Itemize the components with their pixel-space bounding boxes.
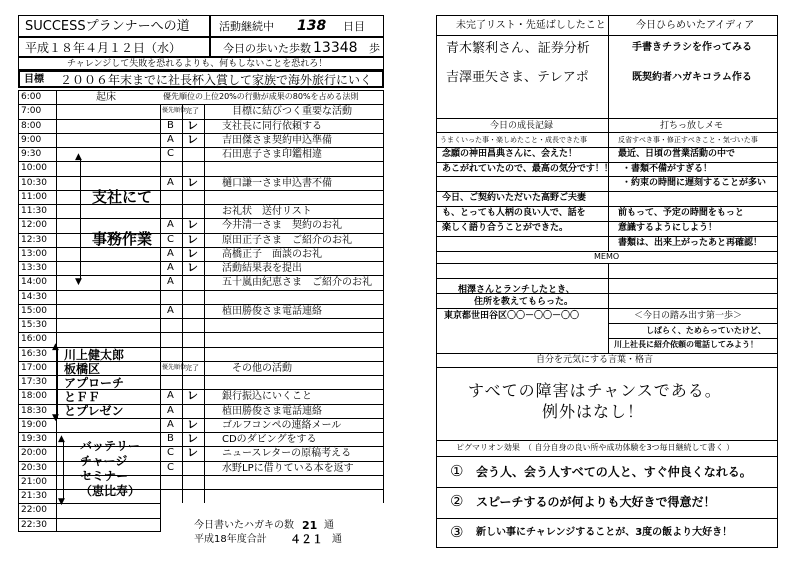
steps-unit: 歩	[369, 42, 380, 55]
priority-mark: A	[167, 262, 174, 273]
time-label: 20:00	[21, 448, 47, 459]
time-label: 8:00	[21, 120, 42, 131]
priority-mark: A	[167, 418, 174, 430]
activity-text: 起床	[96, 92, 116, 103]
column-divider	[204, 104, 205, 503]
pending-item-2: 吉澤亜矢さま、テレアポ	[446, 70, 589, 85]
done-check: レ	[187, 118, 198, 132]
pyg-text-1: 会う人、会う人すべての人と、すぐ仲良くなれる。	[476, 465, 752, 479]
block2-line3: アプローチ	[64, 376, 125, 390]
activity-text: 樋口謙一さま申込書不備	[222, 177, 332, 189]
streak-value: 138	[297, 18, 327, 34]
time-label: 10:30	[21, 177, 47, 188]
row-divider	[18, 332, 384, 333]
priority-mark: A	[167, 247, 174, 259]
divider	[436, 367, 778, 368]
activity-text: 高橋正子 面談のお礼	[222, 248, 322, 260]
time-label: 16:30	[21, 348, 47, 359]
priority-column-header: 優先順位	[162, 363, 187, 371]
arrow-up-icon: ▲	[52, 342, 59, 352]
row-divider	[18, 261, 384, 262]
column-divider	[160, 104, 161, 503]
activity-text: 活動結果表を提出	[222, 263, 302, 274]
arrow-down-icon: ▼	[58, 497, 65, 507]
arrow-up-icon: ▲	[58, 434, 65, 444]
row-divider	[18, 489, 384, 490]
block3-line1: バッテリー	[80, 439, 141, 453]
activity-text: ニュースレターの原稿考える	[222, 448, 352, 460]
idea-item-1: 手書きチラシを作ってみる	[632, 42, 752, 53]
growth-line: 今日、ご契約いただいた高野ご夫妻	[442, 193, 587, 204]
time-label: 22:30	[21, 519, 47, 530]
time-label: 17:30	[21, 377, 47, 387]
activity-text: ゴルフコンペの連絡メール	[222, 419, 342, 431]
step-line-1: しばらく、ためらっていたけど、	[646, 326, 766, 335]
arrow-up-icon: ▲	[75, 152, 82, 162]
memo-line: 前もって、予定の時間をもっと	[618, 208, 744, 218]
quote-line-1: すべての障害はチャンスである。	[468, 381, 722, 400]
priority-mark: C	[167, 447, 174, 459]
priority-mark: A	[167, 276, 174, 288]
activity-text: 吉田傑さま契約申込準備	[222, 134, 332, 146]
memo-line: 書類は、出来上がったあと再確認！	[618, 237, 763, 248]
memo-subtitle: 反省すべき事・修正すべきこと・気づいた事	[618, 136, 758, 144]
pending-title: 未完了リスト・先延ばししたこと	[456, 20, 606, 31]
pending-item-1: 青木繁利さん、証券分析	[446, 41, 590, 56]
divider	[436, 132, 778, 133]
time-label: 21:30	[21, 491, 47, 501]
done-check: レ	[187, 218, 198, 232]
pygmalion-title: ピグマリオン効果 （ 自分自身の良い所や成功体験を3つ毎日継続して書く ）	[456, 443, 735, 452]
divider	[436, 35, 778, 36]
memo-line-2: 住所を教えてもらった。	[474, 297, 574, 307]
row-divider	[436, 147, 778, 148]
time-label: 12:30	[21, 234, 47, 245]
growth-line: も、とっても人柄の良い人で、話を	[442, 208, 586, 218]
block2-line5: とプレゼン	[64, 404, 124, 418]
priority-mark: A	[167, 404, 174, 416]
done-check: レ	[187, 432, 198, 445]
priority-mark: A	[167, 219, 174, 231]
total-value: ４２１	[290, 533, 323, 546]
activity-text: 五十嵐由紀恵さま ご紹介のお礼	[222, 277, 372, 289]
time-label: 9:00	[21, 134, 42, 145]
block2-line4: とＦＦ	[64, 390, 101, 404]
time-label: 15:00	[21, 305, 47, 316]
priority-mark: B	[167, 433, 174, 444]
time-label: 21:00	[21, 476, 47, 487]
goal-box	[18, 70, 384, 88]
activity-text: CDのダビングをする	[222, 434, 317, 445]
total-unit: 通	[332, 534, 342, 545]
block3-line4: （恵比寿）	[80, 484, 141, 498]
block3-range-line	[63, 442, 64, 500]
planner-date: 平成１８年４月１２日（水）	[25, 41, 182, 55]
column-divider	[608, 263, 609, 353]
time-label: 19:30	[21, 434, 47, 444]
streak-box	[210, 15, 384, 37]
column-divider	[56, 90, 57, 532]
priority-mark: C	[167, 461, 174, 473]
time-label: 13:00	[21, 248, 47, 259]
time-label: 14:00	[21, 277, 47, 288]
activity-text: 植田勝俊さま電話連絡	[222, 405, 322, 417]
activity-text: 目標に結びつく重要な活動	[232, 106, 352, 118]
activity-text: その他の活動	[232, 362, 292, 374]
pyg-number-2: ②	[450, 492, 464, 510]
time-label: 16:00	[21, 334, 47, 345]
postcards-value: 21	[302, 519, 318, 532]
done-check: レ	[187, 261, 198, 274]
block3-line3: セミナー	[80, 469, 129, 483]
block2-line2: 板橋区	[64, 362, 101, 376]
row-divider	[436, 236, 778, 237]
priority-mark: C	[167, 148, 174, 159]
pyg-number-1: ①	[450, 462, 464, 480]
divider	[436, 353, 778, 354]
memo-line: 最近、日頃の営業活動の中で	[618, 148, 736, 159]
done-column-header: 完了	[185, 107, 199, 116]
time-label: 18:00	[21, 391, 47, 402]
row-divider	[18, 147, 384, 148]
divider	[436, 118, 778, 119]
priority-mark: A	[167, 390, 174, 402]
row-divider	[18, 233, 384, 234]
row-divider	[18, 176, 384, 177]
row-divider	[436, 221, 778, 222]
time-label: 10:00	[21, 163, 47, 174]
time-label: 9:30	[21, 149, 42, 159]
row-divider	[436, 162, 778, 163]
row-divider	[436, 278, 778, 279]
steps-value: 13348	[313, 40, 358, 56]
priority-header: 優先順位の上位20%の行動が成果の80%を占める法則	[163, 92, 359, 101]
memo-line-1: 相澤さんとランチしたとき、	[458, 285, 575, 295]
row-divider	[18, 290, 384, 291]
time-label: 7:00	[21, 106, 42, 117]
step-line-2: 川上社長に紹介依頼の電話してみよう！	[614, 340, 758, 349]
priority-mark: B	[167, 119, 174, 131]
planner-title: SUCCESSプランナーへの道	[25, 19, 190, 34]
block1-range-line	[80, 160, 81, 280]
idea-item-2: 既契約者ハガキコラム作る	[632, 72, 752, 83]
time-label: 22:00	[21, 505, 47, 516]
row-divider	[18, 461, 384, 462]
planner-title-box	[18, 15, 210, 37]
postcards-unit: 通	[324, 520, 334, 531]
row-divider	[18, 133, 384, 134]
divider	[436, 263, 778, 264]
time-label: 19:00	[21, 419, 47, 430]
growth-line: 念願の神田昌典さんに、会えた！	[442, 148, 578, 159]
row-divider	[18, 204, 384, 205]
row-divider	[436, 206, 778, 207]
done-check: レ	[187, 389, 198, 403]
growth-subtitle: うまくいった事・楽しめたこと・成長できた事	[440, 136, 587, 144]
block3-line2: チャージ	[80, 454, 128, 468]
memo-line-3: 東京都世田谷区〇〇－〇〇－〇〇	[444, 311, 580, 321]
pyg-text-3: 新しい事にチャレンジすることが、3度の飯より大好き！	[476, 527, 733, 538]
row-divider	[18, 247, 384, 248]
block1-line1: 支社にて	[92, 188, 153, 206]
block1-line2: 事務作業	[92, 230, 153, 248]
priority-mark: A	[167, 133, 174, 145]
row-divider	[18, 190, 384, 191]
memo-label: MEMO	[594, 252, 620, 261]
block2-line1: 川上健太郎	[64, 348, 125, 362]
time-label: 14:30	[21, 291, 47, 302]
time-label: 13:30	[21, 263, 47, 273]
memo-line: ・書類不備がすぎる！	[622, 163, 713, 174]
activity-text: 支社長に同行依頼する	[222, 120, 322, 132]
arrow-down-icon: ▼	[52, 413, 59, 423]
time-label: 15:30	[21, 320, 47, 330]
row-divider	[18, 318, 384, 319]
done-check: レ	[187, 132, 198, 146]
done-column-header: 完了	[185, 363, 199, 372]
steps-label: 今日の歩いた歩数	[223, 42, 311, 55]
row-divider	[18, 119, 384, 120]
streak-label: 活動継続中	[219, 20, 274, 33]
divider	[608, 15, 609, 251]
activity-text: 植田勝俊さま電話連絡	[222, 305, 322, 317]
activity-text: お礼状 送付リスト	[222, 206, 312, 217]
steps-box	[210, 37, 384, 57]
priority-mark: C	[167, 233, 174, 245]
memo-line: 意識するようにしよう！	[618, 222, 718, 233]
arrow-down-icon: ▼	[75, 277, 82, 287]
date-box	[18, 37, 210, 57]
activity-text: 今井清一さま 契約のお礼	[222, 220, 342, 232]
time-label: 17:00	[21, 362, 47, 373]
divider	[436, 456, 778, 457]
time-label: 11:00	[21, 191, 47, 202]
goal-label: 目標	[24, 74, 44, 85]
slogan-text: チャレンジして失敗を恐れるよりも、何もしないことを恐れろ！	[67, 59, 328, 69]
divider	[436, 487, 778, 488]
done-check: レ	[187, 246, 198, 260]
memo-line: ・約束の時間に遅刻することが多い	[622, 178, 767, 189]
growth-line: 楽しく語り合うことができた。	[442, 222, 569, 233]
goal-text: ２００６年末までに社長杯入賞して家族で海外旅行にいく	[60, 73, 373, 87]
pyg-text-2: スピーチするのが何よりも大好きで得意だ！	[476, 495, 716, 509]
time-label: 18:30	[21, 405, 47, 416]
time-label: 12:00	[21, 220, 47, 231]
done-check: レ	[187, 232, 198, 246]
time-label: 6:00	[21, 92, 42, 102]
priority-column-header: 優先順位	[162, 107, 187, 115]
divider	[436, 518, 778, 519]
done-check: レ	[187, 175, 198, 189]
block2-range-line	[57, 350, 58, 418]
quote-line-2: 例外はなし！	[542, 402, 645, 421]
total-label: 平成18年度合計	[194, 534, 267, 545]
quote-title: 自分を元気にする言葉・格言	[536, 355, 654, 365]
priority-mark: A	[167, 304, 174, 316]
ideas-title: 今日ひらめいたアイディア	[636, 20, 755, 31]
row-divider	[18, 161, 384, 162]
row-divider	[608, 338, 778, 339]
priority-mark: A	[167, 176, 174, 188]
done-check: レ	[187, 417, 198, 431]
postcards-label: 今日書いたハガキの数	[194, 520, 294, 531]
column-divider	[182, 104, 183, 503]
pyg-number-3: ③	[450, 523, 464, 541]
row-divider	[18, 475, 384, 476]
activity-text: 石田恵子さま印鑑相違	[222, 149, 322, 160]
row-divider	[436, 308, 778, 309]
time-label: 20:30	[21, 462, 47, 473]
activity-text: 原田正子さま ご紹介のお礼	[222, 234, 352, 246]
done-check: レ	[187, 446, 198, 460]
row-divider	[608, 323, 778, 324]
slogan-box	[18, 57, 384, 70]
time-label: 11:30	[21, 206, 47, 216]
growth-line: あこがれていたので、最高の気分です！！	[442, 163, 613, 174]
row-divider	[18, 432, 384, 433]
activity-text: 銀行振込にいくこと	[222, 391, 312, 403]
streak-unit: 日目	[343, 20, 365, 33]
growth-title: 今日の成長記録	[490, 121, 554, 131]
divider	[436, 440, 778, 441]
row-divider	[18, 304, 384, 305]
step-title: ＜今日の踏み出す第一歩＞	[634, 311, 743, 321]
activity-text: 水野LPに借りている本を返す	[222, 462, 354, 474]
memo-title: 打ちっ放しメモ	[660, 121, 724, 131]
